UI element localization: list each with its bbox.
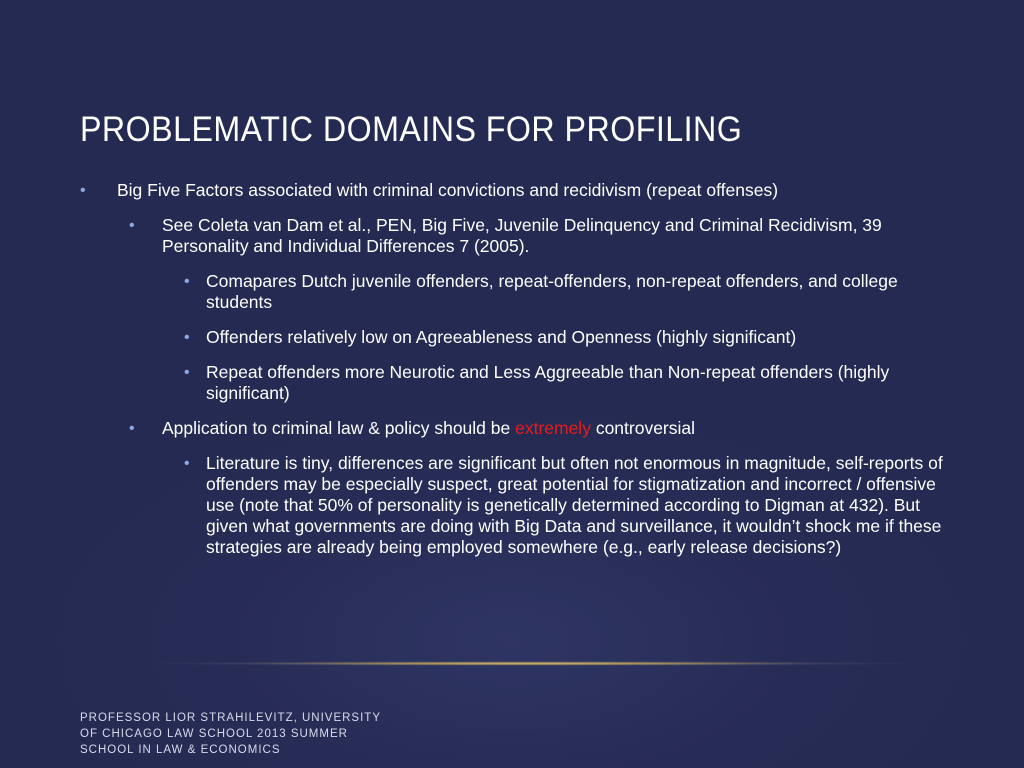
bullet-citation <box>80 215 960 257</box>
emphasis-word: extremely <box>515 418 591 438</box>
bullet-comparison <box>80 271 960 313</box>
bullet-text: See Coleta van Dam et al., PEN, Big Five, Juvenile Delinquency and Criminal Recidivism, 39 Personality and Individual Differences 7 (2005). <box>162 215 882 256</box>
bullet-text-before: Application to criminal law & policy should be <box>162 418 516 438</box>
bullet-agreeableness <box>80 327 960 348</box>
slide-title: PROBLEMATIC DOMAINS FOR PROFILING <box>80 110 743 149</box>
bullet-dot-icon: • <box>129 217 135 234</box>
bullet-application <box>80 418 960 439</box>
bullet-dot-icon: • <box>184 329 190 346</box>
bullet-text: Comapares Dutch juvenile offenders, repeat-offenders, non-repeat offenders, and college students <box>206 271 898 312</box>
bullet-dot-icon: • <box>184 364 190 381</box>
bullet-literature <box>80 453 960 558</box>
slide-body <box>80 180 960 572</box>
bullet-text: Literature is tiny, differences are significant but often not enormous in magnitude, self-reports of offenders may be especially suspect, great potential for stigmatization and incorrect / offensive use (note that 50% of personality is genetically determined according to Digman at 432). But given what governments are doing with Big Data and surveillance, it wouldn’t shock me if these strategies are already being employed somewhere (e.g., early release decisions?) <box>206 453 943 557</box>
bullet-dot-icon: • <box>80 182 86 199</box>
bullet-text: Offenders relatively low on Agreeableness and Openness (highly significant) <box>206 327 797 347</box>
bullet-neurotic <box>80 362 960 404</box>
bullet-dot-icon: • <box>129 420 135 437</box>
bullet-text-after: controversial <box>590 418 696 438</box>
divider-glow <box>140 661 920 666</box>
bullet-dot-icon: • <box>184 273 190 290</box>
bullet-big-five <box>80 180 960 201</box>
bullet-dot-icon: • <box>184 455 190 472</box>
bullet-text: Big Five Factors associated with criminal convictions and recidivism (repeat offenses) <box>117 180 779 200</box>
footer-text: PROFESSOR LIOR STRAHILEVITZ, UNIVERSITY OF CHICAGO LAW SCHOOL 2013 SUMMER SCHOOL IN LAW & ECONOMICS <box>80 712 381 756</box>
bullet-text: Repeat offenders more Neurotic and Less Aggreeable than Non-repeat offenders (highly significant) <box>206 362 890 403</box>
